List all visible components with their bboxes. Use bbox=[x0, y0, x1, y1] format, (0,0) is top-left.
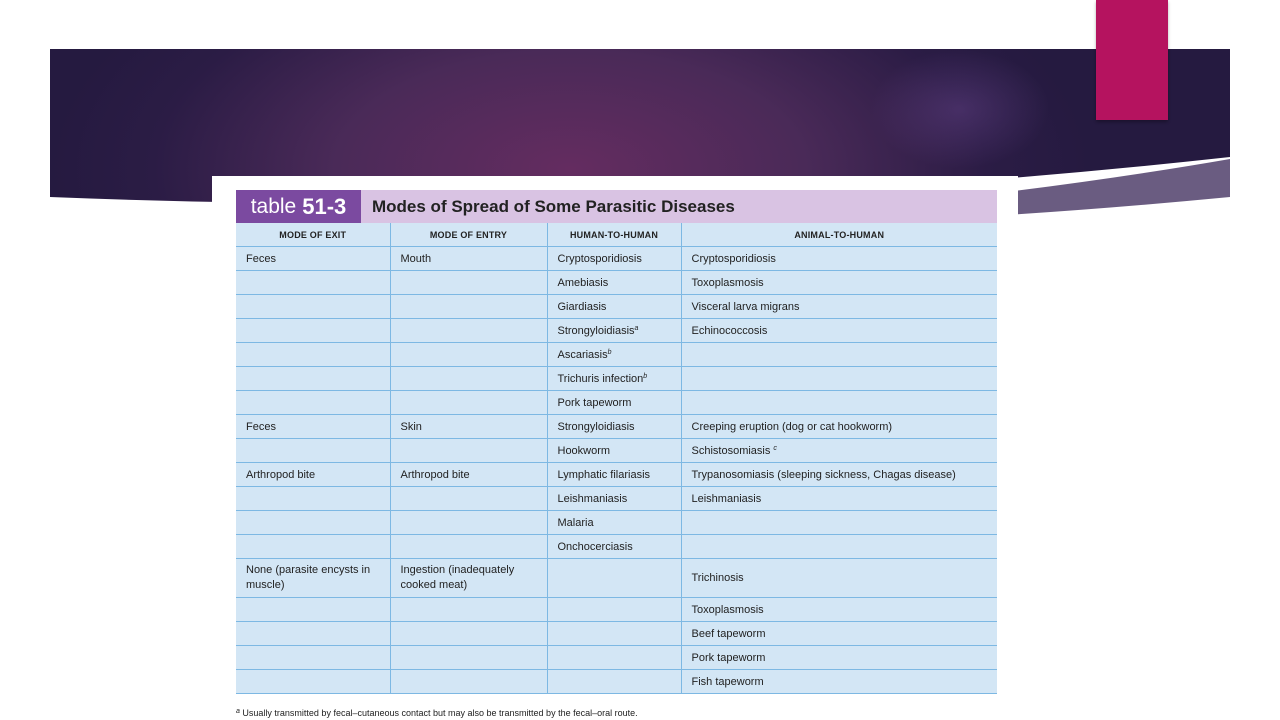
table-row bbox=[236, 646, 997, 670]
table-title-bar bbox=[236, 190, 997, 223]
cell-human-to-human bbox=[547, 511, 681, 535]
cell-mode-of-entry bbox=[390, 247, 547, 271]
cell-animal-to-human bbox=[681, 622, 997, 646]
cell-mode-of-entry-text: Arthropod bite bbox=[400, 468, 470, 481]
cell-mode-of-exit bbox=[236, 622, 390, 646]
cell-mode-of-exit bbox=[236, 319, 390, 343]
table-footnote bbox=[236, 708, 638, 718]
cell-animal-to-human-text: Toxoplasmosis bbox=[691, 276, 764, 289]
cell-human-to-human bbox=[547, 670, 681, 694]
table-row bbox=[236, 535, 997, 559]
footnote-marker: b bbox=[643, 372, 648, 380]
cell-mode-of-entry bbox=[390, 391, 547, 415]
table-row bbox=[236, 622, 997, 646]
cell-mode-of-entry-text: Mouth bbox=[400, 252, 432, 265]
table-row bbox=[236, 487, 997, 511]
cell-mode-of-exit bbox=[236, 367, 390, 391]
cell-animal-to-human bbox=[681, 535, 997, 559]
cell-animal-to-human-text: Fish tapeworm bbox=[691, 675, 764, 688]
table-row bbox=[236, 391, 997, 415]
cell-mode-of-exit-text: Feces bbox=[246, 420, 276, 433]
cell-mode-of-entry bbox=[390, 670, 547, 694]
cell-mode-of-entry bbox=[390, 367, 547, 391]
cell-animal-to-human bbox=[681, 319, 997, 343]
table-row bbox=[236, 463, 997, 487]
cell-animal-to-human bbox=[681, 247, 997, 271]
cell-animal-to-human bbox=[681, 646, 997, 670]
cell-human-to-human-text: Onchocerciasis bbox=[557, 540, 633, 553]
cell-mode-of-entry bbox=[390, 487, 547, 511]
cell-animal-to-human bbox=[681, 415, 997, 439]
cell-human-to-human-text: Hookworm bbox=[557, 444, 611, 457]
parasitic-diseases-table bbox=[236, 223, 997, 694]
cell-animal-to-human-text: Trypanosomiasis (sleeping sickness, Chagas disease) bbox=[691, 468, 956, 481]
cell-mode-of-exit bbox=[236, 439, 390, 463]
cell-animal-to-human-text: Schistosomiasis bbox=[691, 444, 774, 457]
footnote-mark: a bbox=[236, 708, 240, 715]
table-row bbox=[236, 598, 997, 622]
cell-animal-to-human bbox=[681, 511, 997, 535]
cell-human-to-human bbox=[547, 598, 681, 622]
cell-human-to-human bbox=[547, 247, 681, 271]
cell-mode-of-entry bbox=[390, 439, 547, 463]
cell-mode-of-exit-text: Feces bbox=[246, 252, 276, 265]
table-row bbox=[236, 295, 997, 319]
cell-animal-to-human bbox=[681, 463, 997, 487]
cell-mode-of-exit bbox=[236, 559, 390, 598]
table-header-row bbox=[236, 223, 997, 247]
footnote-text: Usually transmitted by fecal–cutaneous contact but may also be transmitted by the fecal–oral route. bbox=[239, 708, 638, 718]
table-row bbox=[236, 247, 997, 271]
cell-human-to-human bbox=[547, 487, 681, 511]
cell-human-to-human bbox=[547, 295, 681, 319]
cell-mode-of-exit bbox=[236, 295, 390, 319]
footnote-marker: a bbox=[634, 324, 639, 332]
table-row bbox=[236, 511, 997, 535]
cell-human-to-human bbox=[547, 439, 681, 463]
footnote-marker: b bbox=[607, 348, 612, 356]
cell-animal-to-human bbox=[681, 670, 997, 694]
cell-mode-of-entry bbox=[390, 559, 547, 598]
table-row bbox=[236, 343, 997, 367]
cell-mode-of-exit bbox=[236, 670, 390, 694]
cell-mode-of-entry-text: Ingestion (inadequately cooked meat) bbox=[400, 564, 515, 591]
cell-mode-of-entry bbox=[390, 271, 547, 295]
cell-mode-of-entry bbox=[390, 646, 547, 670]
cell-animal-to-human-text: Creeping eruption (dog or cat hookworm) bbox=[691, 420, 893, 433]
cell-mode-of-exit bbox=[236, 646, 390, 670]
table-body bbox=[236, 247, 997, 694]
cell-mode-of-exit bbox=[236, 511, 390, 535]
cell-mode-of-entry bbox=[390, 415, 547, 439]
cell-animal-to-human-text: Trichinosis bbox=[691, 571, 744, 584]
cell-human-to-human bbox=[547, 415, 681, 439]
cell-animal-to-human-text: Toxoplasmosis bbox=[691, 603, 764, 616]
cell-human-to-human bbox=[547, 271, 681, 295]
cell-human-to-human-text: Trichuris infection bbox=[557, 372, 644, 385]
cell-human-to-human-text: Pork tapeworm bbox=[557, 396, 632, 409]
cell-human-to-human bbox=[547, 559, 681, 598]
cell-human-to-human bbox=[547, 319, 681, 343]
header-human-to-human: HUMAN-TO-HUMAN bbox=[547, 223, 681, 247]
cell-human-to-human-text: Strongyloidiasis bbox=[557, 324, 635, 337]
cell-animal-to-human-text: Leishmaniasis bbox=[691, 492, 762, 505]
header-mode-of-exit: MODE OF EXIT bbox=[236, 223, 390, 247]
cell-animal-to-human bbox=[681, 271, 997, 295]
table-caption: Modes of Spread of Some Parasitic Diseases bbox=[372, 197, 735, 216]
cell-human-to-human bbox=[547, 622, 681, 646]
cell-mode-of-exit-text: Arthropod bite bbox=[246, 468, 316, 481]
cell-mode-of-entry bbox=[390, 463, 547, 487]
cell-animal-to-human-text: Pork tapeworm bbox=[691, 651, 766, 664]
cell-human-to-human bbox=[547, 391, 681, 415]
cell-animal-to-human-text: Cryptosporidiosis bbox=[691, 252, 776, 265]
cell-human-to-human bbox=[547, 367, 681, 391]
cell-human-to-human-text: Lymphatic filariasis bbox=[557, 468, 651, 481]
cell-animal-to-human bbox=[681, 598, 997, 622]
footnote-marker: c bbox=[773, 444, 777, 452]
cell-mode-of-exit bbox=[236, 463, 390, 487]
cell-animal-to-human-text: Echinococcosis bbox=[691, 324, 768, 337]
cell-human-to-human-text: Amebiasis bbox=[557, 276, 609, 289]
cell-mode-of-entry bbox=[390, 598, 547, 622]
header-mode-of-entry: MODE OF ENTRY bbox=[390, 223, 547, 247]
cell-human-to-human bbox=[547, 463, 681, 487]
cell-human-to-human-text: Giardiasis bbox=[557, 300, 607, 313]
cell-animal-to-human-text: Beef tapeworm bbox=[691, 627, 766, 640]
cell-animal-to-human-text: Visceral larva migrans bbox=[691, 300, 800, 313]
table-label-word: table bbox=[250, 194, 297, 218]
cell-mode-of-exit bbox=[236, 487, 390, 511]
cell-animal-to-human bbox=[681, 295, 997, 319]
cell-mode-of-exit bbox=[236, 391, 390, 415]
cell-human-to-human-text: Malaria bbox=[557, 516, 594, 529]
table-row bbox=[236, 319, 997, 343]
cell-mode-of-exit-text: None (parasite encysts in muscle) bbox=[246, 564, 371, 591]
cell-mode-of-entry bbox=[390, 511, 547, 535]
cell-mode-of-entry bbox=[390, 343, 547, 367]
table-label-number: 51-3 bbox=[302, 193, 347, 219]
cell-animal-to-human bbox=[681, 559, 997, 598]
table-row bbox=[236, 439, 997, 463]
cell-human-to-human-text: Leishmaniasis bbox=[557, 492, 628, 505]
cell-human-to-human bbox=[547, 646, 681, 670]
cell-mode-of-exit bbox=[236, 598, 390, 622]
table-row bbox=[236, 559, 997, 598]
cell-animal-to-human bbox=[681, 391, 997, 415]
cell-mode-of-entry bbox=[390, 622, 547, 646]
cell-mode-of-entry-text: Skin bbox=[400, 420, 422, 433]
cell-mode-of-exit bbox=[236, 415, 390, 439]
cell-mode-of-exit bbox=[236, 535, 390, 559]
accent-tab bbox=[1096, 0, 1168, 120]
cell-mode-of-entry bbox=[390, 295, 547, 319]
table-row bbox=[236, 415, 997, 439]
cell-animal-to-human bbox=[681, 367, 997, 391]
cell-mode-of-entry bbox=[390, 319, 547, 343]
table-row bbox=[236, 367, 997, 391]
table-label bbox=[236, 190, 361, 223]
cell-animal-to-human bbox=[681, 439, 997, 463]
cell-human-to-human-text: Strongyloidiasis bbox=[557, 420, 635, 433]
cell-mode-of-exit bbox=[236, 247, 390, 271]
header-animal-to-human: ANIMAL-TO-HUMAN bbox=[681, 223, 997, 247]
cell-mode-of-entry bbox=[390, 535, 547, 559]
cell-mode-of-exit bbox=[236, 271, 390, 295]
cell-human-to-human bbox=[547, 535, 681, 559]
cell-animal-to-human bbox=[681, 343, 997, 367]
table-image bbox=[212, 176, 1018, 720]
cell-human-to-human bbox=[547, 343, 681, 367]
cell-human-to-human-text: Ascariasis bbox=[557, 348, 608, 361]
cell-human-to-human-text: Cryptosporidiosis bbox=[557, 252, 642, 265]
cell-mode-of-exit bbox=[236, 343, 390, 367]
table-row bbox=[236, 670, 997, 694]
table-row bbox=[236, 271, 997, 295]
cell-animal-to-human bbox=[681, 487, 997, 511]
